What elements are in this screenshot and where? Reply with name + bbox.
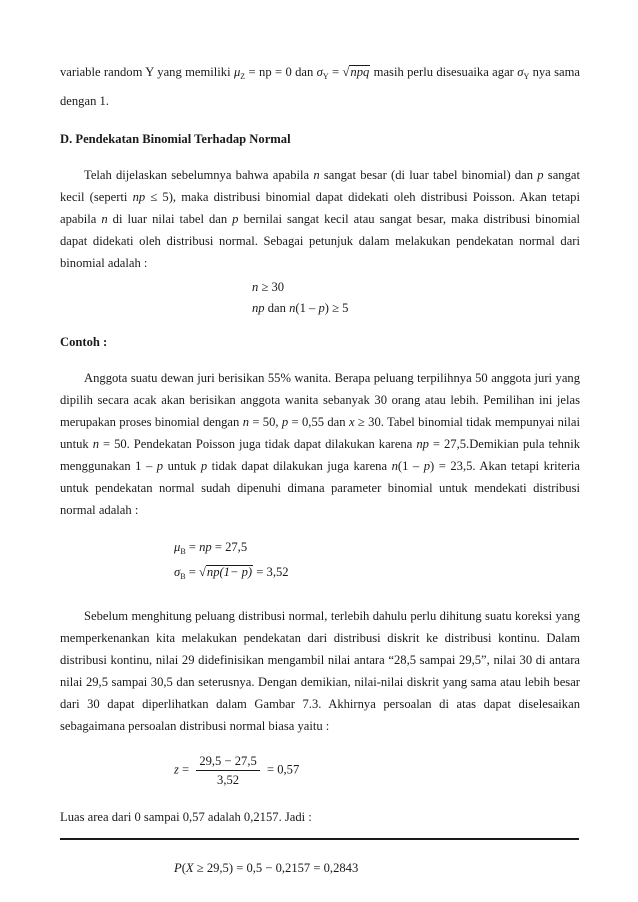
subscript: Y	[523, 72, 530, 81]
text: (	[181, 861, 186, 875]
sigma-symbol: σ	[316, 65, 323, 79]
subscript: B	[180, 572, 186, 581]
footer-rule	[60, 838, 579, 840]
fraction-denominator: 3,52	[217, 773, 240, 787]
text: =	[185, 565, 199, 579]
var: n	[313, 168, 320, 182]
var: np	[132, 190, 146, 204]
text: ≤ 5), maka distribusi binomial dapat didekati oleh distribusi Poisson. Akan tetapi apabila	[60, 190, 580, 226]
text: =	[178, 762, 193, 777]
mu-symbol: μ	[174, 540, 181, 554]
text: = 50. Pendekatan Poisson juga tidak dapat dilakukan karena	[98, 437, 417, 451]
text: = 27,5.Demikian pula tehnik menggunakan 1 –	[60, 437, 580, 473]
equation-z	[174, 753, 580, 788]
mu-symbol: μ	[233, 65, 241, 79]
text: =	[185, 540, 200, 554]
subscript: B	[180, 547, 186, 556]
text: ≥ 30	[258, 280, 285, 294]
var: p	[281, 415, 289, 429]
text: = 27,5	[211, 540, 248, 554]
fraction	[196, 753, 259, 788]
text: nya sama dengan 1.	[60, 65, 581, 108]
sigma-symbol: σ	[517, 65, 524, 79]
text: di luar nilai tabel dan	[107, 212, 233, 226]
text: =	[328, 65, 343, 79]
text: ≥ 30. Tabel binomial tidak mempunyai nilai untuk	[60, 415, 581, 451]
text: = 50,	[248, 415, 282, 429]
text: ) ≥ 5	[324, 301, 349, 315]
text: bernilai sangat kecil atau sangat besar, maka distribusi binomial dapat didekati oleh distribusi normal. Sebagai petunjuk dalam melakukan pendekatan normal dari binomial adalah :	[60, 212, 580, 270]
condition-1	[252, 277, 580, 298]
var: n	[101, 212, 108, 226]
var: n	[289, 301, 296, 315]
var: p	[423, 459, 431, 473]
var: n	[92, 437, 99, 451]
fraction-numerator: 29,5 − 27,5	[196, 753, 259, 771]
text: Telah dijelaskan sebelumnya bahwa apabila	[84, 168, 314, 182]
text: variable random Y yang memiliki	[60, 65, 234, 79]
sqrt-expression: np(1− p)	[206, 565, 253, 579]
section-heading-d: D. Pendekatan Binomial Terhadap Normal	[60, 132, 291, 146]
subscript: Y	[322, 72, 329, 81]
text: masih perlu disesuaika agar	[370, 65, 518, 79]
text: untuk	[163, 459, 201, 473]
var: X	[185, 861, 194, 875]
var: n	[252, 280, 259, 294]
equation-probability	[174, 858, 580, 878]
equation-sigma: $\sigma_B = √np(1- p) = 3,52$	[174, 565, 289, 581]
paragraph-3: Sebelum menghitung peluang distribusi normal, terlebih dahulu perlu dihitung suatu koreksi yang memperkenankan kita melakukan pendekatan dari distribusi diskrit ke distribusi kontinu. Dalam distribusi kontinu, nilai 29 didefinisikan mengambil nilai antara “28,5 sampai 29,5”, nilai 30 di antara nilai 29,5 sampai 30,5 dan seterusnya. Dengan demikian, nilai-nilai diskrit yang sama atau lebih besar dari 30 dapat diperlihatkan dalam Gambar 7.3. Akhirnya persoalan di atas dapat diselesaikan sebagaimana persoalan distribusi normal biasa yaitu :	[60, 609, 580, 733]
text: Anggota suatu dewan juri berisikan 55% wanita. Berapa peluang terpilihnya 50 anggota juri yang dipilih secara acak akan berisikan anggota wanita sebanyak 30 orang atau lebih. Pemilihan ini jelas merupakan proses binomial dengan	[60, 371, 580, 429]
paragraph-1	[60, 164, 580, 274]
text: = 0,55 dan	[288, 415, 349, 429]
var: p	[232, 212, 239, 226]
var: p	[537, 168, 544, 182]
equation-mean	[174, 537, 580, 562]
var: np	[199, 540, 212, 554]
condition-2	[252, 298, 580, 319]
text: dan	[264, 301, 290, 315]
text: = 0,57	[263, 762, 300, 777]
text: sangat besar (di luar tabel binomial) dan	[319, 168, 538, 182]
example-heading: Contoh :	[60, 335, 108, 349]
paragraph-4: Luas area dari 0 sampai 0,57 adalah 0,2157. Jadi :	[60, 810, 312, 824]
text: (1 –	[397, 459, 424, 473]
paragraph-continuation: variable random Y yang memiliki $\mu_Z$ = np = 0 dan $\sigma_Y = √npq$ masih perlu disesuaika agar $\sigma_Y$ nya sama dengan 1.	[60, 65, 581, 108]
var: x	[348, 415, 355, 429]
sigma-symbol: σ	[174, 565, 181, 579]
var: p	[318, 301, 325, 315]
var: np	[416, 437, 429, 451]
text: tidak dapat dilakukan juga karena	[207, 459, 392, 473]
var: p	[200, 459, 208, 473]
text: ) = 23,5. Akan tetapi kriteria untuk pendekatan normal sudah dipenuhi dimana parameter binomial untuk mendekati distribusi normal adalah :	[60, 459, 581, 517]
subscript: Z	[240, 72, 246, 81]
var: n	[242, 415, 249, 429]
var: z	[174, 762, 179, 777]
text: = np = 0 dan	[245, 65, 317, 79]
text: sangat kecil (seperti	[60, 168, 580, 204]
text: (1 –	[295, 301, 319, 315]
var: P	[174, 861, 182, 875]
paragraph-2	[60, 367, 580, 521]
var: n	[391, 459, 398, 473]
var: p	[156, 459, 164, 473]
var: np	[252, 301, 265, 315]
document-page	[60, 60, 580, 878]
text: ≥ 29,5) = 0,5 − 0,2157 = 0,2843	[193, 861, 359, 875]
text: = 3,52	[253, 565, 289, 579]
sqrt-npq: npq	[350, 65, 370, 79]
